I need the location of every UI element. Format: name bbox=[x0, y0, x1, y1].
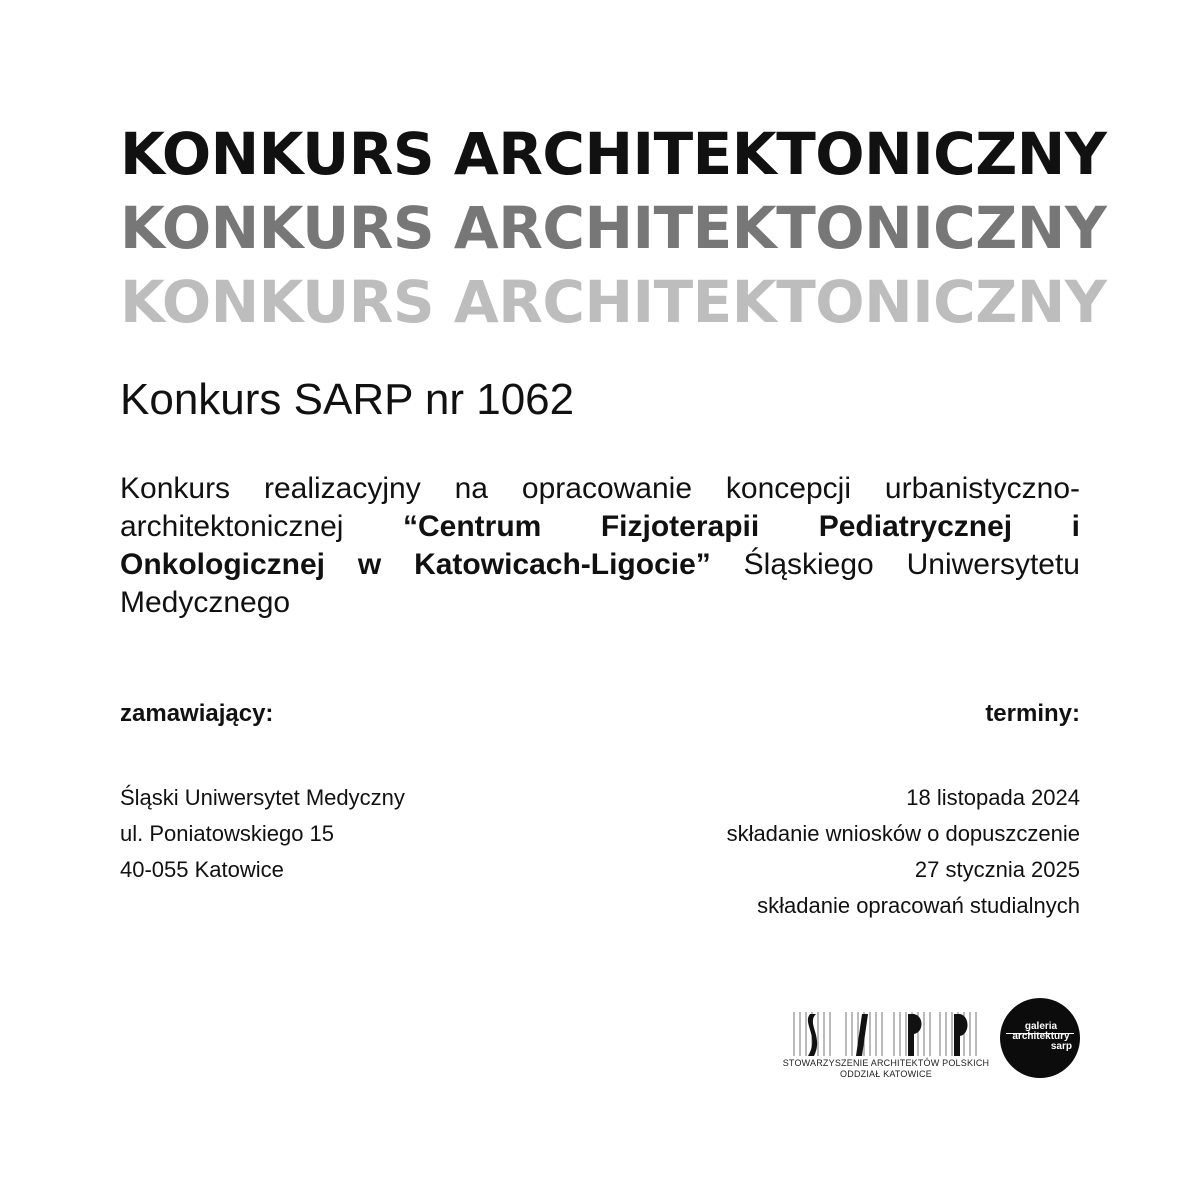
client-name: Śląski Uniwersytet Medyczny bbox=[120, 785, 405, 810]
deadline-date-1: 18 listopada 2024 bbox=[906, 785, 1080, 810]
description-part-2: Śląskiego Uniwersytetu Medycznego bbox=[120, 548, 1080, 619]
deadlines-list bbox=[727, 780, 1080, 924]
client-label: zamawiający: bbox=[120, 700, 274, 727]
headline-line-2: KONKURS ARCHITEKTONICZNY bbox=[120, 194, 1107, 262]
deadline-date-2: 27 stycznia 2025 bbox=[914, 857, 1080, 882]
galeria-architektury-logo bbox=[1000, 998, 1080, 1078]
client-street: ul. Poniatowskiego 15 bbox=[120, 821, 335, 846]
sarp-caption-line-1: STOWARZYSZENIE ARCHITEKTÓW POLSKICH bbox=[782, 1058, 990, 1068]
deadline-desc-1: składanie wniosków o dopuszczenie bbox=[726, 821, 1080, 846]
client-city: 40-055 Katowice bbox=[120, 857, 284, 882]
description-part-1: Konkurs realizacyjny na opracowanie koncepcji urbanistyczno-architektonicznej bbox=[120, 472, 1080, 543]
deadlines-label: terminy: bbox=[985, 700, 1080, 727]
description-project-title: “Centrum Fizjoterapii Pediatrycznej i Onkologicznej w Katowicach-Ligocie” bbox=[120, 510, 1080, 581]
galeria-text-2: architektury bbox=[1012, 1031, 1070, 1042]
galeria-logo-text bbox=[1006, 1022, 1076, 1052]
headline-line-1: KONKURS ARCHITEKTONICZNY bbox=[120, 120, 1107, 188]
sarp-caption-line-2: ODDZIAŁ KATOWICE bbox=[840, 1069, 932, 1079]
deadline-desc-2: składanie opracowań studialnych bbox=[757, 893, 1080, 918]
competition-description bbox=[120, 470, 1080, 622]
galeria-text-1: galeria bbox=[1024, 1021, 1058, 1032]
competition-number: Konkurs SARP nr 1062 bbox=[120, 375, 575, 424]
galeria-text-3: sarp bbox=[1050, 1041, 1072, 1052]
headline-line-3: KONKURS ARCHITEKTONICZNY bbox=[120, 268, 1107, 336]
client-address bbox=[120, 780, 405, 888]
sarp-caption bbox=[780, 1058, 992, 1080]
